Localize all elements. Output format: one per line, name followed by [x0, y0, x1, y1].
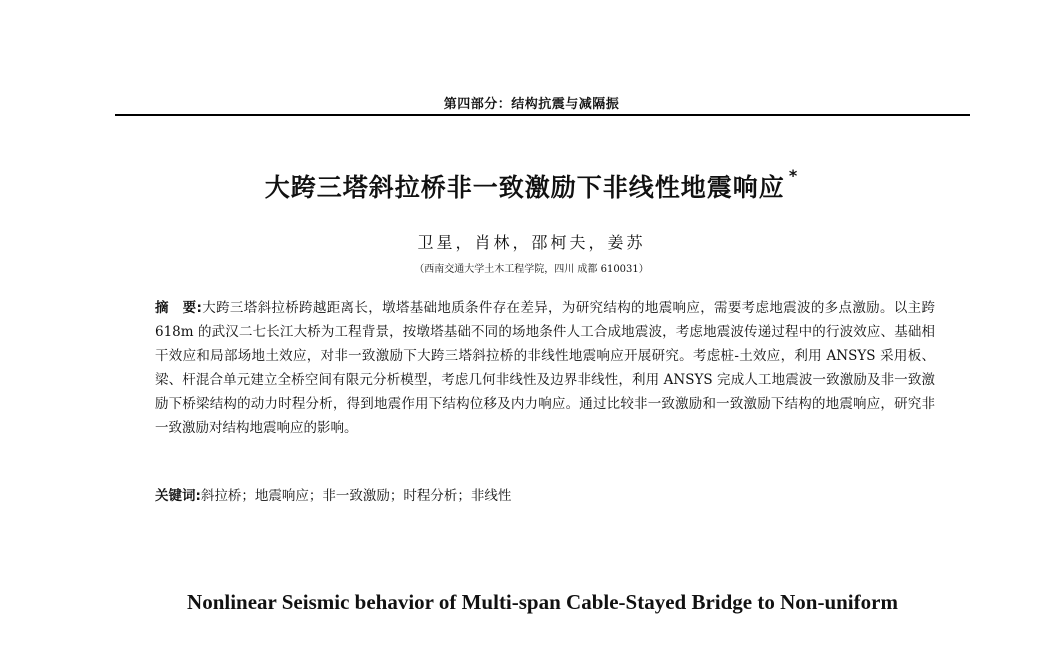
paper-title-text: 大跨三塔斜拉桥非一致激励下非线性地震响应 — [264, 173, 785, 202]
abstract — [155, 296, 935, 440]
keywords — [155, 486, 935, 506]
header-rule — [115, 114, 970, 116]
paper-title — [0, 165, 1063, 204]
section-header: 第四部分：结构抗震与减隔振 — [443, 97, 620, 112]
affiliation: （西南交通大学土木工程学院，四川 成都 610031） — [414, 264, 649, 275]
abstract-text: 大跨三塔斜拉桥跨越距离长，墩塔基础地质条件存在差异，为研究结构的地震响应，需要考虑地震波的多点激励。以主跨 618m 的武汉二七长江大桥为工程背景，按墩塔基础不同的场地条件人工合成地震波，考虑地震波传递过程中的行波效应、基础相干效应和局部场地土效应，对非一致激励下大跨三塔斜拉桥的非线性地震响应开展研究。考虑桩-土效应，利用 ANSYS 采用板、梁、杆混合单元建立全桥空间有限元分析模型，考虑几何非线性及边界非线性，利用 ANSYS 完成人工地震波一致激励及非一致激励下桥梁结构的动力时程分析，得到地震作用下结构位移及内力响应。通过比较非一致激励和一致激励下结构的地震响应，研究非一致激励对结构地震响应的影响。 — [155, 300, 936, 436]
english-title: Nonlinear Seismic behavior of Multi-span Cable-Stayed Bridge to Non-uniform — [187, 590, 898, 614]
abstract-label: 摘 要: — [155, 300, 202, 316]
author-list: 卫星，肖林，邵柯夫，姜苏 — [417, 233, 646, 252]
title-footnote-mark: * — [788, 165, 799, 185]
keywords-text: 斜拉桥；地震响应；非一致激励；时程分析；非线性 — [200, 488, 512, 504]
keywords-label: 关键词: — [155, 488, 201, 504]
